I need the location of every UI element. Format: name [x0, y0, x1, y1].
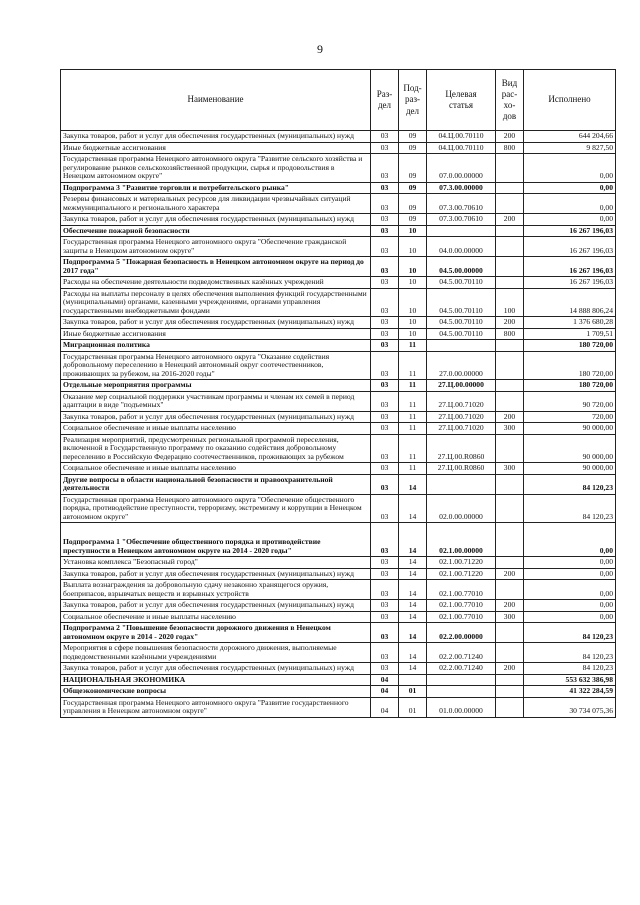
cell-sum: 90 000,00 [524, 423, 616, 435]
cell-celevaya: 01.0.00.00000 [427, 697, 496, 717]
cell-razdel: 03 [371, 131, 399, 143]
cell-sum: 90 000,00 [524, 434, 616, 463]
cell-podrazdel: 11 [399, 391, 427, 411]
cell-sum: 720,00 [524, 411, 616, 423]
table-row [61, 474, 616, 494]
cell-sum: 0,00 [524, 568, 616, 580]
cell-celevaya [427, 474, 496, 494]
cell-sum: 0,00 [524, 194, 616, 214]
cell-vid [496, 194, 524, 214]
cell-vid: 300 [496, 463, 524, 475]
cell-razdel: 03 [371, 391, 399, 411]
cell-celevaya: 02.0.00.00000 [427, 494, 496, 523]
cell-sum: 0,00 [524, 214, 616, 226]
cell-razdel: 04 [371, 674, 399, 686]
cell-podrazdel: 10 [399, 288, 427, 317]
cell-name: Оказание мер социальной поддержки участникам программы и членам их семей в период адаптации в виде "подъемных" [61, 391, 371, 411]
cell-razdel: 03 [371, 643, 399, 663]
header-ispolneno: Исполнено [524, 70, 616, 131]
cell-sum: 1 709,51 [524, 328, 616, 340]
cell-name: Государственная программа Ненецкого автономного округа "Развитие государственного управления в Ненецком автономном округе" [61, 697, 371, 717]
table-row [61, 391, 616, 411]
cell-celevaya [427, 674, 496, 686]
page-number: 9 [317, 42, 323, 56]
table-row [61, 674, 616, 686]
cell-celevaya: 02.1.00.71220 [427, 557, 496, 569]
cell-razdel: 03 [371, 340, 399, 352]
table-row [61, 237, 616, 257]
cell-sum: 84 120,23 [524, 474, 616, 494]
cell-name: Подпрограмма 3 "Развитие торговли и потребительского рынка" [61, 182, 371, 194]
cell-podrazdel: 09 [399, 182, 427, 194]
budget-table [60, 69, 616, 718]
cell-razdel: 03 [371, 568, 399, 580]
cell-razdel: 04 [371, 686, 399, 698]
cell-name: Закупка товаров, работ и услуг для обеспечения государственных (муниципальных) нужд [61, 411, 371, 423]
table-row [61, 423, 616, 435]
table-row [61, 328, 616, 340]
cell-sum: 41 322 284,59 [524, 686, 616, 698]
cell-vid [496, 580, 524, 600]
cell-podrazdel: 14 [399, 494, 427, 523]
table-row [61, 600, 616, 612]
cell-celevaya: 02.2.00.71240 [427, 643, 496, 663]
cell-vid [496, 182, 524, 194]
cell-celevaya: 04.Ц.00.70110 [427, 142, 496, 154]
table-row [61, 557, 616, 569]
table-row [61, 340, 616, 352]
cell-razdel: 03 [371, 494, 399, 523]
cell-razdel: 03 [371, 557, 399, 569]
cell-razdel: 03 [371, 423, 399, 435]
table-row [61, 182, 616, 194]
cell-vid: 800 [496, 142, 524, 154]
cell-podrazdel: 11 [399, 351, 427, 380]
cell-name: Иные бюджетные ассигнования [61, 328, 371, 340]
cell-razdel: 03 [371, 182, 399, 194]
cell-podrazdel: 01 [399, 697, 427, 717]
cell-razdel: 03 [371, 611, 399, 623]
cell-celevaya: 27.Ц.00.71020 [427, 411, 496, 423]
cell-name: Резервы финансовых и материальных ресурсов для ликвидации чрезвычайных ситуаций межмуниципального и регионального характера [61, 194, 371, 214]
cell-podrazdel: 14 [399, 557, 427, 569]
cell-name: Установка комплекса "Безопасный город" [61, 557, 371, 569]
cell-podrazdel: 10 [399, 237, 427, 257]
cell-podrazdel: 11 [399, 423, 427, 435]
cell-vid: 200 [496, 600, 524, 612]
cell-celevaya: 02.2.00.00000 [427, 623, 496, 643]
cell-razdel: 03 [371, 277, 399, 289]
cell-vid [496, 340, 524, 352]
cell-sum: 90 000,00 [524, 463, 616, 475]
table-row [61, 611, 616, 623]
cell-vid: 200 [496, 214, 524, 226]
cell-celevaya: 07.3.00.00000 [427, 182, 496, 194]
cell-sum: 16 267 196,03 [524, 257, 616, 277]
cell-razdel: 03 [371, 288, 399, 317]
cell-podrazdel: 14 [399, 600, 427, 612]
cell-vid [496, 686, 524, 698]
cell-razdel: 03 [371, 463, 399, 475]
cell-sum: 9 827,50 [524, 142, 616, 154]
cell-sum: 16 267 196,03 [524, 225, 616, 237]
cell-vid [496, 623, 524, 643]
cell-razdel: 03 [371, 328, 399, 340]
cell-name: НАЦИОНАЛЬНАЯ ЭКОНОМИКА [61, 674, 371, 686]
table-row [61, 351, 616, 380]
table-row [61, 568, 616, 580]
cell-razdel: 03 [371, 380, 399, 392]
cell-celevaya: 04.5.00.70110 [427, 317, 496, 329]
cell-podrazdel: 01 [399, 686, 427, 698]
table-row [61, 463, 616, 475]
cell-name: Государственная программа Ненецкого автономного округа "Обеспечение общественного порядка, противодействие преступности, терроризму, экстремизму и коррупции в Ненецком автономном округе" [61, 494, 371, 523]
cell-sum: 84 120,23 [524, 643, 616, 663]
cell-vid [496, 154, 524, 183]
table-row [61, 288, 616, 317]
cell-celevaya [427, 686, 496, 698]
cell-vid [496, 523, 524, 557]
cell-razdel: 03 [371, 580, 399, 600]
cell-name: Закупка товаров, работ и услуг для обеспечения государственных (муниципальных) нужд [61, 663, 371, 675]
cell-celevaya: 04.5.00.70110 [427, 288, 496, 317]
table-row [61, 411, 616, 423]
header-podrazdel-label: Под- раз- дел [403, 83, 422, 116]
cell-vid: 100 [496, 288, 524, 317]
cell-vid [496, 474, 524, 494]
cell-vid [496, 225, 524, 237]
cell-podrazdel: 09 [399, 194, 427, 214]
cell-podrazdel: 14 [399, 643, 427, 663]
cell-name: Закупка товаров, работ и услуг для обеспечения государственных (муниципальных) нужд [61, 317, 371, 329]
table-row [61, 663, 616, 675]
cell-celevaya: 04.0.00.00000 [427, 237, 496, 257]
cell-sum: 0,00 [524, 523, 616, 557]
cell-podrazdel: 14 [399, 580, 427, 600]
table-row [61, 225, 616, 237]
cell-vid: 800 [496, 328, 524, 340]
cell-podrazdel: 10 [399, 257, 427, 277]
cell-razdel: 03 [371, 434, 399, 463]
cell-name: Миграционная политика [61, 340, 371, 352]
cell-razdel: 03 [371, 351, 399, 380]
cell-name: Подпрограмма 5 "Пожарная безопасность в Ненецком автономном округе на период до 2017 года" [61, 257, 371, 277]
table-header-row [61, 70, 616, 131]
table-row [61, 214, 616, 226]
cell-celevaya: 07.3.00.70610 [427, 214, 496, 226]
cell-celevaya: 02.1.00.71220 [427, 568, 496, 580]
cell-celevaya: 27.Ц.00.71020 [427, 423, 496, 435]
cell-razdel: 03 [371, 214, 399, 226]
cell-celevaya: 04.Ц.00.70110 [427, 131, 496, 143]
cell-name: Выплата вознаграждения за добровольную сдачу незаконно хранящегося оружия, боеприпасов, взрывчатых веществ и взрывных устройств [61, 580, 371, 600]
cell-sum: 553 632 386,98 [524, 674, 616, 686]
header-podrazdel [399, 70, 427, 131]
cell-podrazdel: 10 [399, 328, 427, 340]
cell-podrazdel: 14 [399, 568, 427, 580]
cell-razdel: 03 [371, 317, 399, 329]
cell-sum: 84 120,23 [524, 623, 616, 643]
cell-vid [496, 697, 524, 717]
cell-name: Социальное обеспечение и иные выплаты населению [61, 423, 371, 435]
cell-vid: 200 [496, 663, 524, 675]
cell-razdel: 03 [371, 474, 399, 494]
table-row [61, 523, 616, 557]
cell-razdel: 03 [371, 237, 399, 257]
cell-celevaya: 02.2.00.71240 [427, 663, 496, 675]
cell-celevaya: 07.0.00.00000 [427, 154, 496, 183]
cell-name: Реализация мероприятий, предусмотренных региональной программой переселения, включенной в Государственную программу по оказанию содействия добровольному переселению в Российскую Федерацию соотечественников, проживающих за рубежом [61, 434, 371, 463]
cell-vid [496, 434, 524, 463]
table-row [61, 257, 616, 277]
cell-sum: 84 120,23 [524, 663, 616, 675]
cell-celevaya [427, 225, 496, 237]
cell-razdel: 03 [371, 154, 399, 183]
cell-sum: 180 720,00 [524, 380, 616, 392]
cell-celevaya: 27.0.00.00000 [427, 351, 496, 380]
cell-podrazdel: 14 [399, 523, 427, 557]
table-row [61, 580, 616, 600]
cell-podrazdel: 09 [399, 214, 427, 226]
header-razdel-label: Раз- дел [376, 88, 393, 110]
cell-sum: 1 376 680,28 [524, 317, 616, 329]
table-row [61, 494, 616, 523]
cell-vid [496, 277, 524, 289]
cell-vid: 200 [496, 411, 524, 423]
cell-sum: 644 204,66 [524, 131, 616, 143]
table-row [61, 697, 616, 717]
cell-razdel: 03 [371, 523, 399, 557]
cell-celevaya: 07.3.00.70610 [427, 194, 496, 214]
cell-name: Подпрограмма 2 "Повышение безопасности дорожного движения в Ненецком автономном округе в 2014 - 2020 годах" [61, 623, 371, 643]
cell-vid [496, 351, 524, 380]
table-row [61, 154, 616, 183]
cell-sum: 0,00 [524, 182, 616, 194]
cell-celevaya: 02.1.00.77010 [427, 600, 496, 612]
cell-name: Мероприятия в сфере повышения безопасности дорожного движения, выполняемые подведомственными казёнными учреждениями [61, 643, 371, 663]
cell-name: Расходы на обеспечение деятельности подведомственных казённых учреждений [61, 277, 371, 289]
cell-name: Закупка товаров, работ и услуг для обеспечения государственных (муниципальных) нужд [61, 600, 371, 612]
table-row [61, 434, 616, 463]
cell-sum: 0,00 [524, 580, 616, 600]
table-row [61, 643, 616, 663]
cell-vid [496, 257, 524, 277]
table-body [61, 131, 616, 718]
cell-sum: 0,00 [524, 557, 616, 569]
cell-podrazdel: 11 [399, 380, 427, 392]
cell-podrazdel: 10 [399, 277, 427, 289]
cell-razdel: 03 [371, 411, 399, 423]
cell-sum: 180 720,00 [524, 351, 616, 380]
cell-vid: 200 [496, 131, 524, 143]
cell-sum: 0,00 [524, 600, 616, 612]
cell-sum: 90 720,00 [524, 391, 616, 411]
cell-podrazdel: 09 [399, 131, 427, 143]
cell-name: Социальное обеспечение и иные выплаты населению [61, 463, 371, 475]
cell-vid [496, 494, 524, 523]
cell-name: Закупка товаров, работ и услуг для обеспечения государственных (муниципальных) нужд [61, 568, 371, 580]
cell-celevaya: 02.1.00.00000 [427, 523, 496, 557]
cell-podrazdel: 10 [399, 317, 427, 329]
cell-razdel: 03 [371, 194, 399, 214]
cell-name: Государственная программа Ненецкого автономного округа "Оказание содействия добровольному переселению в Ненецкий автономный округ соотечественников, проживающих за рубежом, на 2016-2020 годы" [61, 351, 371, 380]
cell-vid [496, 674, 524, 686]
cell-podrazdel: 11 [399, 463, 427, 475]
header-name: Наименование [61, 70, 371, 131]
cell-podrazdel: 11 [399, 411, 427, 423]
cell-podrazdel: 09 [399, 154, 427, 183]
cell-razdel: 03 [371, 623, 399, 643]
cell-sum: 30 734 075,36 [524, 697, 616, 717]
table-row [61, 623, 616, 643]
table-row [61, 380, 616, 392]
cell-razdel: 04 [371, 697, 399, 717]
cell-sum: 14 888 806,24 [524, 288, 616, 317]
cell-celevaya: 02.1.00.77010 [427, 611, 496, 623]
cell-name: Закупка товаров, работ и услуг для обеспечения государственных (муниципальных) нужд [61, 131, 371, 143]
header-celevaya-label: Целевая статья [445, 88, 477, 110]
table-row [61, 277, 616, 289]
cell-name: Расходы на выплаты персоналу в целях обеспечения выполнения функций государственными (муниципальными) органами, казенными учреждениями, органами управления государственными внебюджетными фондами [61, 288, 371, 317]
cell-razdel: 03 [371, 257, 399, 277]
cell-celevaya: 27.Ц.00.R0860 [427, 434, 496, 463]
cell-podrazdel: 14 [399, 474, 427, 494]
cell-name: Общеэкономические вопросы [61, 686, 371, 698]
cell-celevaya [427, 340, 496, 352]
cell-podrazdel: 14 [399, 623, 427, 643]
header-celevaya [427, 70, 496, 131]
cell-vid [496, 380, 524, 392]
header-vid-label: Вид рас- хо- дов [501, 77, 518, 122]
cell-celevaya: 04.5.00.70110 [427, 328, 496, 340]
cell-vid: 200 [496, 317, 524, 329]
cell-sum: 16 267 196,03 [524, 277, 616, 289]
cell-sum: 84 120,23 [524, 494, 616, 523]
cell-podrazdel: 14 [399, 611, 427, 623]
table-row [61, 131, 616, 143]
cell-name: Государственная программа Ненецкого автономного округа "Развитие сельского хозяйства и регулирование рынков сельскохозяйственной продукции, сырья и продовольствия в Ненецком автономном округе" [61, 154, 371, 183]
header-vid-rashodov [496, 70, 524, 131]
cell-vid [496, 391, 524, 411]
cell-celevaya: 04.5.00.00000 [427, 257, 496, 277]
cell-name: Отдельные мероприятия программы [61, 380, 371, 392]
cell-name: Другие вопросы в области национальной безопасности и правоохранительной деятельности [61, 474, 371, 494]
cell-vid: 200 [496, 568, 524, 580]
table-row [61, 686, 616, 698]
cell-podrazdel: 14 [399, 663, 427, 675]
cell-podrazdel: 09 [399, 142, 427, 154]
cell-sum: 0,00 [524, 154, 616, 183]
cell-vid [496, 237, 524, 257]
cell-name: Государственная программа Ненецкого автономного округа "Обеспечение гражданской защиты в Ненецком автономном округе" [61, 237, 371, 257]
cell-vid: 300 [496, 423, 524, 435]
cell-celevaya: 04.5.00.70110 [427, 277, 496, 289]
cell-podrazdel: 11 [399, 434, 427, 463]
cell-celevaya: 27.Ц.00.00000 [427, 380, 496, 392]
cell-celevaya: 02.1.00.77010 [427, 580, 496, 600]
cell-name: Иные бюджетные ассигнования [61, 142, 371, 154]
table-row [61, 142, 616, 154]
header-razdel [371, 70, 399, 131]
cell-razdel: 03 [371, 663, 399, 675]
cell-name: Обеспечение пожарной безопасности [61, 225, 371, 237]
cell-vid [496, 643, 524, 663]
cell-sum: 16 267 196,03 [524, 237, 616, 257]
cell-podrazdel [399, 674, 427, 686]
cell-razdel: 03 [371, 142, 399, 154]
cell-podrazdel: 11 [399, 340, 427, 352]
cell-podrazdel: 10 [399, 225, 427, 237]
table-row [61, 317, 616, 329]
cell-celevaya: 27.Ц.00.71020 [427, 391, 496, 411]
cell-sum: 180 720,00 [524, 340, 616, 352]
cell-razdel: 03 [371, 600, 399, 612]
cell-name: Закупка товаров, работ и услуг для обеспечения государственных (муниципальных) нужд [61, 214, 371, 226]
cell-name: Подпрограмма 1 "Обеспечение общественного порядка и противодействие преступности в Ненецком автономном округе на 2014 - 2020 годы" [61, 523, 371, 557]
cell-vid [496, 557, 524, 569]
cell-razdel: 03 [371, 225, 399, 237]
table-row [61, 194, 616, 214]
cell-vid: 300 [496, 611, 524, 623]
cell-name: Социальное обеспечение и иные выплаты населению [61, 611, 371, 623]
cell-sum: 0,00 [524, 611, 616, 623]
cell-celevaya: 27.Ц.00.R0860 [427, 463, 496, 475]
